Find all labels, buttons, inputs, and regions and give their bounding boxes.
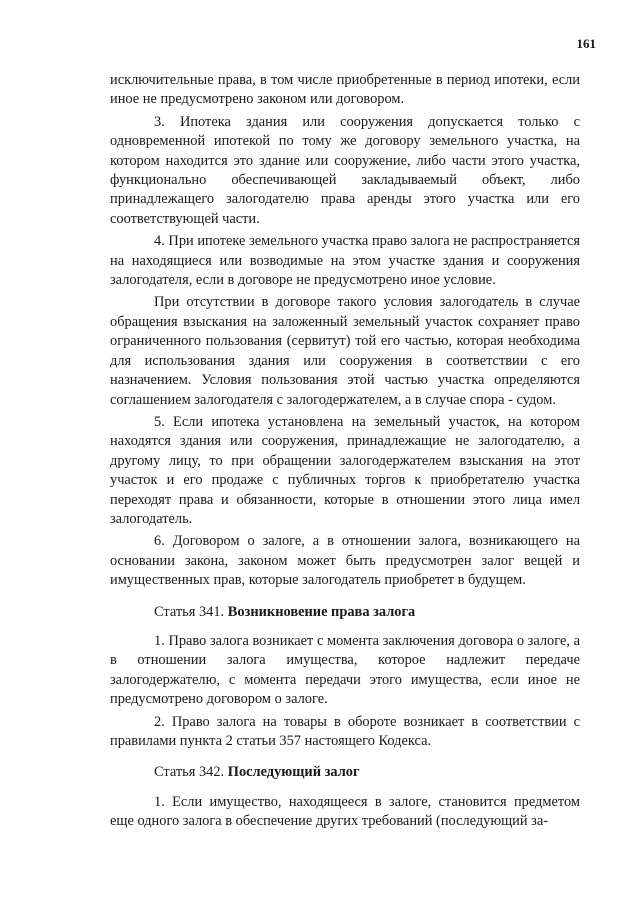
- page-number: 161: [576, 36, 596, 51]
- article-341-title: Возникновение права залога: [227, 603, 416, 620]
- paragraph-clause-6: 6. Договором о залоге, а в отношении залога, возникающего на основании закона, законом может быть предусмотрен залог вещей и имущественных прав, которые залогодатель приобретет в будущем.: [110, 533, 580, 589]
- paragraph-clause-3: 3. Ипотека здания или сооружения допускается только с одновременной ипотекой по тому же договору земельного участка, на котором находится это здание или сооружение, либо части этого участка, функционально обеспечивающей закладываемый объект, либо принадлежащего залогодателю права аренды этого участка или его соответствующей части.: [110, 113, 580, 227]
- article-342-heading: [110, 763, 580, 782]
- paragraph-servitude: При отсутствии в договоре такого условия залогодатель в случае обращения взыскания на заложенный земельный участок сохраняет право ограниченного пользования (сервитут) той его частью, которая необходима для использования здания или сооружения в соответствии с его назначением. Условия пользования этой частью участка определяются соглашением залогодателя с залогодержателем, а в случае спора - судом.: [110, 294, 580, 408]
- paragraph-clause-4: 4. При ипотеке земельного участка право залога не распространяется на находящиеся или возводимые на этом участке здания и сооружения залогодателя, если в договоре не предусмотрено иное условие.: [110, 233, 580, 289]
- paragraph-continuation: исключительные права, в том числе приобретенные в период ипотеки, если иное не предусмотрено законом или договором.: [110, 72, 580, 108]
- article-341-prefix: Статья 341.: [154, 603, 228, 620]
- paragraph-341-clause-1: 1. Право залога возникает с момента заключения договора о залоге, а в отношении залога имущества, которое надлежит передаче залогодержателю, с момента передачи этого имущества, если иное не предусмотрено договором о залоге.: [110, 632, 580, 708]
- paragraph-341-clause-2: 2. Право залога на товары в обороте возникает в соответствии с правилами пункта 2 статьи 357 настоящего Кодекса.: [110, 713, 580, 749]
- paragraph-clause-5: 5. Если ипотека установлена на земельный участок, на котором находятся здания или сооружения, принадлежащие не залогодателю, а другому лицу, то при обращении залогодержателем взыскания на этот участок и его продаже с публичных торгов к приобретателю участка переходят права и обязанности, которые в отношении этого лица имел залогодатель.: [110, 413, 580, 527]
- article-342-title: Последующий залог: [227, 764, 360, 781]
- page-body: [110, 71, 580, 832]
- article-341-heading: [110, 603, 580, 622]
- article-342-prefix: Статья 342.: [154, 764, 228, 781]
- paragraph-342-clause-1: 1. Если имущество, находящееся в залоге, становится предметом еще одного залога в обеспечение других требований (последующий за-: [110, 793, 580, 830]
